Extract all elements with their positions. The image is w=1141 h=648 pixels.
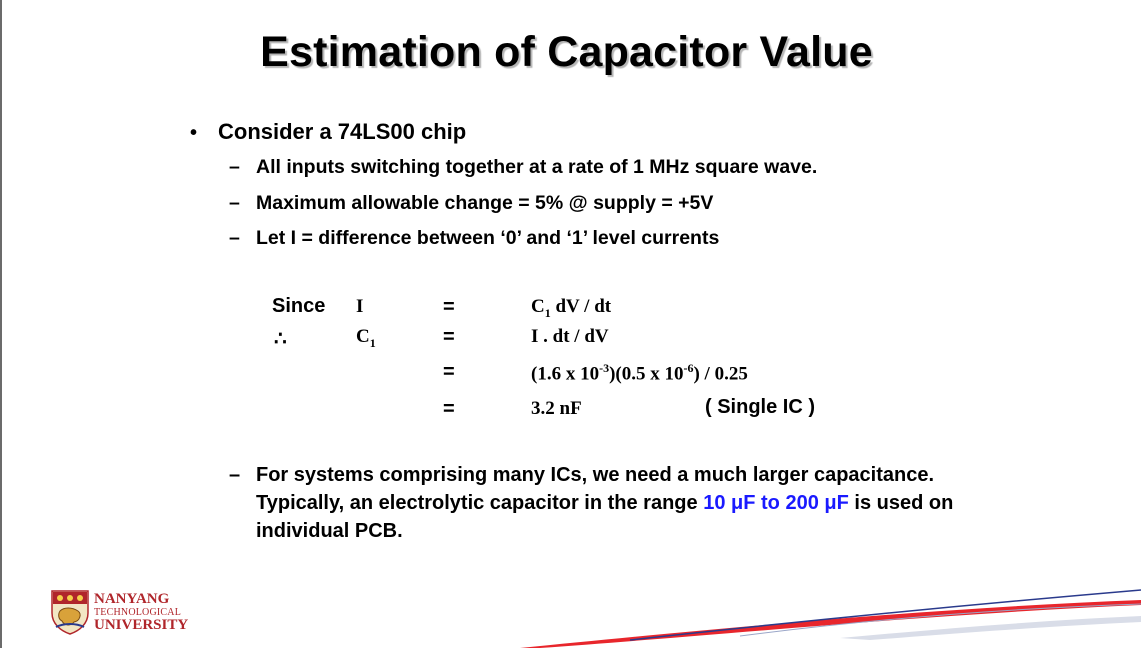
sub-item-text: Maximum allowable change = 5% @ supply = +5V bbox=[256, 192, 714, 214]
left-border-line bbox=[0, 0, 2, 648]
main-bullet bbox=[190, 119, 466, 145]
eq-row2-rhs: I . dt / dV bbox=[531, 326, 609, 347]
slide-title: Estimation of Capacitor Value bbox=[260, 28, 873, 76]
conclusion-text: For systems comprising many ICs, we need a much larger capacitance. Typically, an electrolytic capacitor in the range 10 μF to 200 μF is used on individual PCB. bbox=[256, 464, 954, 542]
decorative-swoosh bbox=[480, 578, 1141, 648]
equals-sign: = bbox=[443, 398, 455, 420]
crest-icon bbox=[50, 589, 90, 635]
bullet-dot: • bbox=[190, 122, 198, 144]
logo-wordmark: NANYANG TECHNOLOGICAL UNIVERSITY bbox=[94, 590, 189, 633]
equals-sign: = bbox=[443, 361, 455, 383]
eq-var-I: I bbox=[356, 296, 364, 317]
sub-item-dash: – bbox=[229, 464, 241, 486]
sub-item bbox=[229, 156, 817, 179]
sub-item-text: All inputs switching together at a rate of 1 MHz square wave. bbox=[256, 156, 818, 178]
therefore-symbol: ∴ bbox=[274, 328, 287, 350]
eq-var-C1: $C_1$ bbox=[356, 326, 376, 350]
eq-row4-note: ( Single IC ) bbox=[705, 396, 815, 418]
sub-item-dash: – bbox=[229, 227, 240, 249]
main-bullet-text: Consider a 74LS00 chip bbox=[218, 119, 467, 144]
conclusion-paragraph bbox=[229, 461, 976, 545]
university-logo bbox=[50, 589, 188, 635]
sub-item bbox=[229, 227, 719, 250]
capacitor-range-highlight: 10 μF to 200 μF bbox=[703, 492, 849, 514]
eq-row4-value: 3.2 nF bbox=[531, 398, 582, 419]
sub-item-dash: – bbox=[229, 156, 240, 178]
sub-item-dash: – bbox=[229, 192, 240, 214]
equals-sign: = bbox=[443, 326, 455, 348]
sub-item bbox=[229, 192, 713, 215]
eq-row3-rhs: (1.6 x $10^{-3})(0.5$ x $10^{-6}) / 0.25$ bbox=[531, 361, 748, 385]
equals-sign: = bbox=[443, 296, 455, 318]
since-label: Since bbox=[272, 295, 326, 317]
eq-row1-rhs: $C_1$ dV / dt bbox=[531, 296, 612, 320]
sub-item-text: Let I = difference between ‘0’ and ‘1’ level currents bbox=[256, 227, 720, 249]
